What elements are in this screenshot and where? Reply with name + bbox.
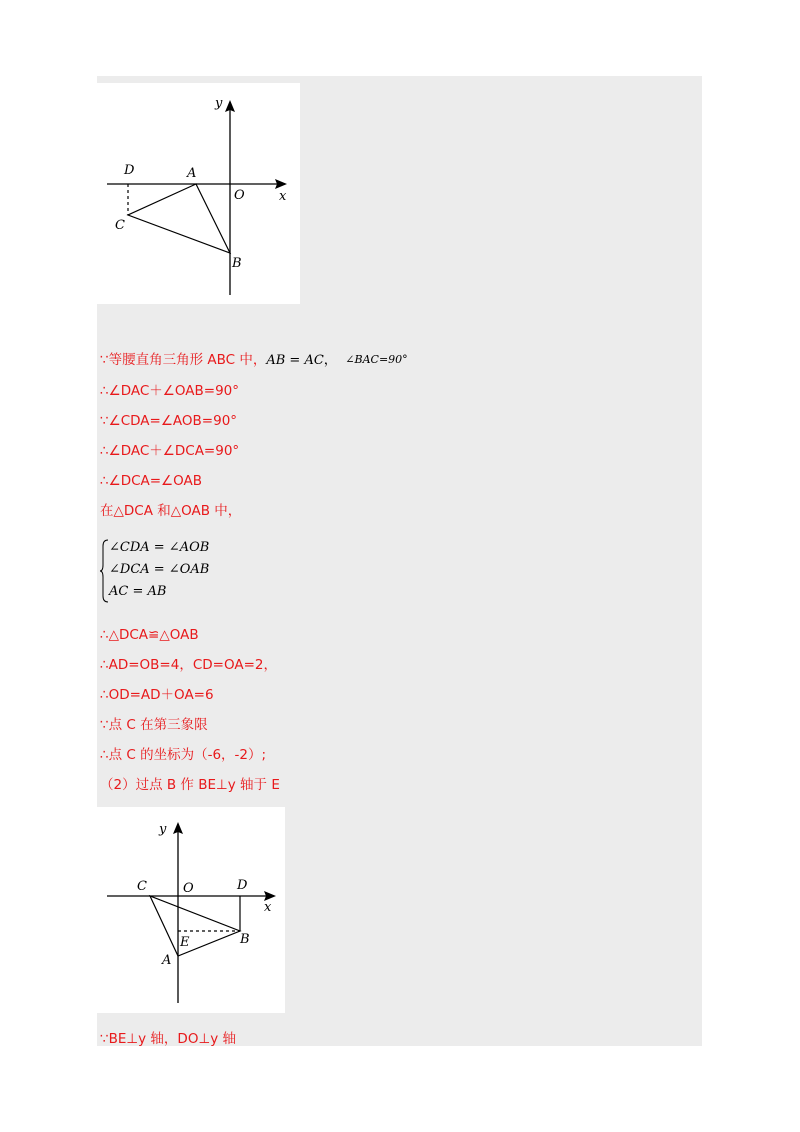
line-11: ∴点 C 的坐标为（-6，-2）; [100,747,267,763]
label-x: x [264,900,272,915]
label-x: x [279,189,287,204]
label-b: B [232,256,242,271]
equation-system [100,538,260,604]
line-13: ∵BE⊥y 轴，DO⊥y 轴 [100,1031,236,1047]
label-c: C [115,218,125,233]
label-o: O [234,188,245,203]
line-10: ∵点 C 在第三象限 [100,717,208,733]
system-row-2: ∠DCA = ∠OAB [109,562,210,577]
system-row-1: ∠CDA = ∠AOB [109,540,210,555]
line-2: ∴∠DAC＋∠OAB=90° [100,383,240,399]
label-e: E [180,935,190,950]
line-6: 在△DCA 和△OAB 中， [100,503,242,519]
label-d: D [237,878,248,893]
label-y: y [159,822,167,837]
line-12: （2）过点 B 作 BE⊥y 轴于 E [100,777,280,793]
label-b: B [240,932,250,947]
line-3: ∵∠CDA=∠AOB=90° [100,413,238,429]
line-1-text: ∵等腰直角三角形 ABC 中， [100,352,267,368]
line-8: ∴AD=OB=4，CD=OA=2， [100,657,277,673]
label-a: A [187,166,197,181]
figure-2 [97,807,285,1013]
label-y: y [215,96,223,111]
figure-2-diagram [97,807,285,1013]
line-4: ∴∠DAC＋∠DCA=90° [100,443,240,459]
triangle-abc [128,184,230,253]
line-1-sep: ， [323,352,338,368]
figure-1-diagram [97,83,300,304]
system-row-3: AC = AB [109,584,167,599]
line-1-math-ab-ac: AB = AC [266,353,324,368]
label-a: A [162,953,172,968]
label-o: O [183,881,194,896]
triangle-abc [150,896,240,956]
label-d: D [124,163,135,178]
line-7: ∴△DCA≌△OAB [100,627,199,643]
label-c: C [137,879,147,894]
line-9: ∴OD=AD＋OA=6 [100,687,214,703]
line-5: ∴∠DCA=∠OAB [100,473,203,489]
line-1 [100,351,408,370]
figure-1 [97,83,300,304]
line-1-math-angle: ∠BAC=90° [345,353,408,366]
